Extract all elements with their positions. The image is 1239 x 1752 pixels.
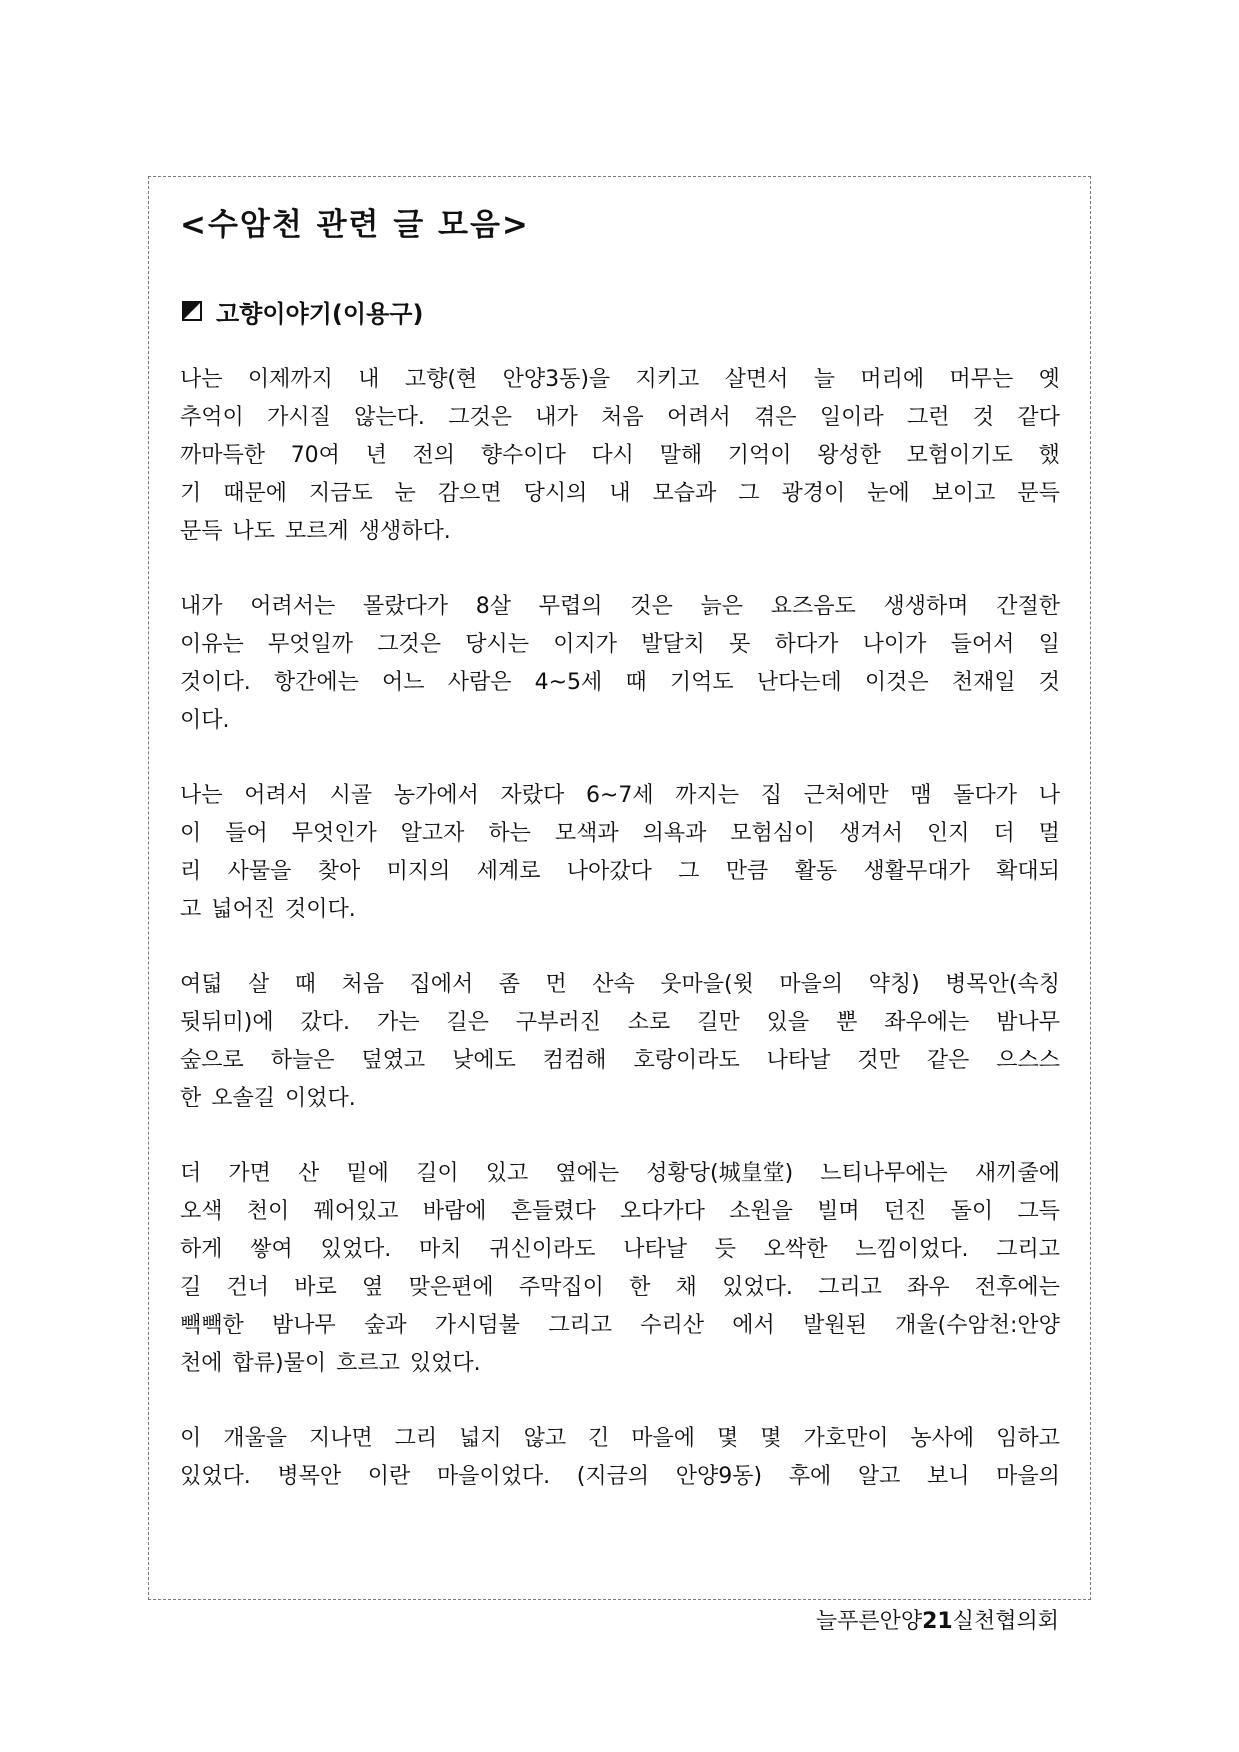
word: 간절한 [996,594,1060,619]
section-heading [180,291,1060,331]
word: 4~5세 [534,670,603,695]
word: 그것은 [448,405,512,430]
word: 마을에 [631,1426,696,1451]
text-line [180,853,1060,891]
word: 않고 [523,1426,567,1451]
word: 긴 [588,1426,610,1451]
text-line [180,1004,1060,1042]
word: 있었다. [320,1237,392,1262]
word: 다시 [591,443,634,468]
word: 안양9동) [675,1464,763,1489]
word: 뒷뒤미)에 [180,1010,274,1035]
word: 한 [629,1275,651,1300]
word: 길은 [446,1010,489,1035]
word: 광경이 [781,481,846,506]
word: 리 [180,859,202,884]
text-line [180,1420,1060,1458]
word: 어려서는 [250,594,336,619]
word: 돌이 [950,1199,994,1224]
word: 산 [298,1161,320,1186]
word: 모험심이 [730,821,816,846]
word: 향수이다 [480,443,566,468]
word: 소원을 [729,1199,793,1224]
word: 들어 [225,821,268,846]
word: 것이다. [180,670,251,695]
word: 밑에 [346,1161,389,1186]
word: 뿐 [836,1010,858,1035]
word: 말해 [659,443,703,468]
word: 길 [180,1275,202,1300]
document-frame [148,176,1091,1600]
corner-triangle-icon [182,301,202,321]
word: 그리고 [818,1275,882,1300]
word: 일 [1038,632,1060,657]
text-line [180,1231,1060,1269]
word: 모습과 [652,481,717,506]
word: 흔들렸다 [510,1199,596,1224]
word: 의욕과 [642,821,707,846]
word: 그득 [1017,1199,1060,1224]
word: 건너 [226,1275,270,1300]
word: 난다는데 [756,670,842,695]
word: 머리에 [860,367,925,392]
word: 어려서 [244,783,308,808]
word: 문득 [1017,481,1060,506]
paragraph [180,361,1060,551]
word: 알고자 [400,821,465,846]
word: 주막집이 [518,1275,604,1300]
word: 몇 [717,1426,739,1451]
word: 구부러진 [515,1010,601,1035]
word: 나 [1038,783,1060,808]
word: 때 [294,972,317,997]
word: 감으면 [437,481,502,506]
word: 마을의 [779,972,844,997]
word: 이다. [180,708,230,733]
word: 눈에 [867,481,910,506]
word: 빌며 [817,1199,860,1224]
word: 것 [972,405,995,430]
word: 오다가다 [619,1199,705,1224]
word: 나이가 [862,632,927,657]
word: 마을의 [996,1464,1060,1489]
word: 했 [1038,443,1060,468]
word: 약칭) [868,972,920,997]
word: 내 [609,481,631,506]
word: 개울을 [223,1426,287,1451]
word: 마을이었다. [436,1464,551,1489]
word: 못 [729,632,751,657]
word: 모험이기도 [906,443,1013,468]
word: 내 [358,367,380,392]
word: 귀신이라도 [489,1237,596,1262]
word: 전의 [412,443,456,468]
word: 넓어진 [211,897,276,922]
word: 늘 [813,367,836,392]
word: 알고 [857,1464,901,1489]
word: 후에 [788,1464,832,1489]
word: 천에 [180,1351,223,1376]
word: 던진 [883,1199,927,1224]
word: 시골 [329,783,373,808]
word: 보니 [927,1464,970,1489]
text-line [180,891,1060,929]
word: 때 [625,670,647,695]
word: 70여 [290,443,340,468]
paragraph [180,966,1060,1118]
word: 고 [180,897,202,922]
word: 소로 [627,1010,671,1035]
word: 사물을 [227,859,292,884]
word: 몰랐다가 [363,594,449,619]
word: 기억도 [669,670,734,695]
text-line [180,1080,1060,1118]
word: 전후에는 [974,1275,1060,1300]
text-line [180,777,1060,815]
word: 문득 [180,519,223,544]
word: 집 [760,783,782,808]
word: 한 [180,1086,202,1111]
word: 생겨서 [839,821,904,846]
word: 이 [180,821,202,846]
word: 확대되 [996,859,1060,884]
word: 이었다. [285,1086,356,1111]
word: 갔다. [300,1010,351,1035]
word: 있고 [485,1161,529,1186]
word: 에서 [732,1313,775,1338]
word: 6~7세 [585,783,654,808]
word: 마치 [418,1237,462,1262]
word: 호랑이라도 [633,1048,740,1073]
text-line [180,664,1060,702]
word: 숲과 [364,1313,407,1338]
word: 오색 [180,1199,223,1224]
word: 근처에만 [803,783,889,808]
text-line [180,513,1060,551]
word: 모색과 [554,821,619,846]
paragraph [180,777,1060,929]
word: 길만 [697,1010,740,1035]
word: 기억이 [727,443,792,468]
article-body [180,361,1060,1496]
word: 하늘은 [270,1048,335,1073]
word: 길이 [416,1161,459,1186]
word: 년 [365,443,387,468]
word: 것 [1038,670,1060,695]
text-line [180,702,1060,740]
word: 먼 [545,972,567,997]
text-line [180,1042,1060,1080]
word: 수리산 [640,1313,704,1338]
word: 당시는 [465,632,529,657]
text-line [180,626,1060,664]
word: 옛 [1038,367,1060,392]
word: 지금도 [308,481,373,506]
word: 만큼 [725,859,769,884]
word: 병목안 [277,1464,342,1489]
word: 바람에 [422,1199,487,1224]
word: 머무는 [949,367,1014,392]
word: 않는다. [354,405,425,430]
word: 가시질 [267,405,331,430]
word: 까지는 [675,783,740,808]
word: 눈 [394,481,416,506]
word: 천재일 [951,670,1016,695]
word: 처음 [341,972,385,997]
word: 당시의 [523,481,588,506]
word: 같은 [926,1048,970,1073]
word: 나타날 [766,1048,831,1073]
word: 밤나무 [996,1010,1060,1035]
word: 인지 [926,821,970,846]
word: 병목안(속칭 [945,972,1060,997]
text-line [180,437,1060,475]
word: 좌우 [907,1275,950,1300]
word: 같다 [1017,405,1060,430]
word: 찾아 [317,859,361,884]
word: 좌우에는 [884,1010,970,1035]
word: 멀 [1038,821,1060,846]
word: 그런 [906,405,950,430]
text-line [180,1307,1060,1345]
word: 살 [248,972,270,997]
word: 집에서 [409,972,474,997]
word: 더 [993,821,1015,846]
word: 이유는 [180,632,244,657]
word: 나아갔다 [566,859,652,884]
word: 바로 [294,1275,337,1300]
word: 이 [180,1426,202,1451]
word: 하다가 [774,632,839,657]
word: 임하고 [996,1426,1060,1451]
word: 옆에는 [555,1161,620,1186]
word: 넓지 [459,1426,502,1451]
word: 생활무대가 [863,859,970,884]
section-heading-text: 고향이야기(이용구) [216,299,424,328]
word: 것이다. [285,897,356,922]
word: 항간에는 [273,670,359,695]
word: 맞은편에 [408,1275,494,1300]
word: 나도 [232,519,276,544]
page-title: <수암천 관련 글 모음> [180,207,530,243]
word: 채 [675,1275,697,1300]
word: 8살 [475,594,511,619]
word: 이란 [367,1464,411,1489]
word: 빽빽한 [180,1313,244,1338]
footer-publisher [816,1604,1059,1640]
word: 것은 [630,594,673,619]
word: 발원된 [803,1313,867,1338]
word: 무렵의 [538,594,603,619]
word: 맴 [910,783,932,808]
word: 그리고 [996,1237,1060,1262]
word: 더 [180,1161,202,1186]
word: 하게 [180,1237,223,1262]
word: 천이 [246,1199,290,1224]
word: 그 [738,481,760,506]
word: 가시덤불 [434,1313,520,1338]
text-line [180,1269,1060,1307]
text-line [180,1458,1060,1496]
word: 겪은 [754,405,797,430]
word: 모르게 [285,519,349,544]
word: 산속 [592,972,635,997]
word: 이지가 [553,632,617,657]
word: 컴컴해 [542,1048,607,1073]
word: 숲으로 [180,1048,244,1073]
word: 무엇인가 [291,821,377,846]
word: 지키고 [635,367,700,392]
word: 나는 [180,783,223,808]
word: 어느 [382,670,425,695]
word: (지금의 [576,1464,650,1489]
paragraph [180,588,1060,740]
footer-prefix: 늘푸른안양 [815,1609,923,1634]
word: 있었다. [722,1275,793,1300]
word: 밤나무 [272,1313,336,1338]
word: 옆 [362,1275,384,1300]
word: 들어서 [950,632,1015,657]
word: 있었다. [409,1351,481,1376]
text-line [180,1193,1060,1231]
word: 보이고 [931,481,996,506]
word: 몇 [760,1426,782,1451]
word: 요즈음도 [770,594,856,619]
word: 늙은 [700,594,743,619]
word: 가면 [228,1161,271,1186]
word: 처음 [601,405,644,430]
word: 사람은 [447,670,512,695]
word: 그리 [394,1426,438,1451]
word: 합류)물이 [232,1351,327,1376]
word: 가는 [376,1010,420,1035]
word: 내가 [180,594,223,619]
text-line [180,475,1060,513]
footer-number: 21 [922,1609,953,1634]
word: 발달치 [641,632,705,657]
word: 으스스 [996,1048,1060,1073]
word: 느낌이었다. [855,1237,969,1262]
word: 있을 [766,1010,810,1035]
word: 때문에 [223,481,287,506]
word: 새끼줄에 [974,1161,1060,1186]
word: 느티나무에는 [820,1161,948,1186]
word: 그리고 [548,1313,612,1338]
text-line [180,361,1060,399]
word: 기 [180,481,202,506]
word: 미지의 [386,859,451,884]
word: 어려서 [666,405,731,430]
word: 농가에서 [393,783,479,808]
word: 좀 [498,972,521,997]
word: 하는 [488,821,531,846]
word: 있었다. [180,1464,251,1489]
text-line [180,815,1060,853]
text-line [180,966,1060,1004]
word: 그 [678,859,700,884]
word: 여덟 [180,972,223,997]
word: 성황당(城皇堂) [646,1161,794,1186]
text-line [180,1345,1060,1383]
word: 덮였고 [361,1048,426,1073]
word: 세계로 [476,859,541,884]
word: 이것은 [864,670,929,695]
word: 까마득한 [180,443,266,468]
word: 오솔길 [211,1086,276,1111]
word: 웃마을(윗 [660,972,754,997]
word: 생생하다. [358,519,451,544]
word: 생생하며 [883,594,969,619]
word: 오싹한 [763,1237,828,1262]
word: 이제까지 [247,367,333,392]
word: 돌다가 [953,783,1018,808]
word: 고향(현 [404,367,478,392]
word: 나는 [180,367,223,392]
word: 내가 [535,405,578,430]
paragraph [180,1155,1060,1383]
word: 안양3동)을 [502,367,611,392]
word: 낮에도 [452,1048,516,1073]
word: 일이라 [819,405,884,430]
word: 왕성한 [817,443,881,468]
word: 개울(수암천:안양 [895,1313,1060,1338]
footer-suffix: 실천협의회 [952,1609,1059,1634]
word: 살면서 [724,367,789,392]
text-line [180,1155,1060,1193]
text-line [180,588,1060,626]
word: 가호만이 [803,1426,889,1451]
word: 농사에 [910,1426,975,1451]
paragraph [180,1420,1060,1496]
word: 그것은 [377,632,441,657]
word: 자랐다 [500,783,565,808]
word: 쌓여 [250,1237,293,1262]
text-line [180,399,1060,437]
word: 무엇일까 [267,632,353,657]
word: 지나면 [308,1426,373,1451]
word: 듯 [714,1237,736,1262]
word: 나타날 [623,1237,687,1262]
word: 활동 [794,859,838,884]
word: 것만 [857,1048,900,1073]
word: 추억이 [180,405,244,430]
word: 흐르고 [336,1351,400,1376]
word: 꿰어있고 [313,1199,399,1224]
